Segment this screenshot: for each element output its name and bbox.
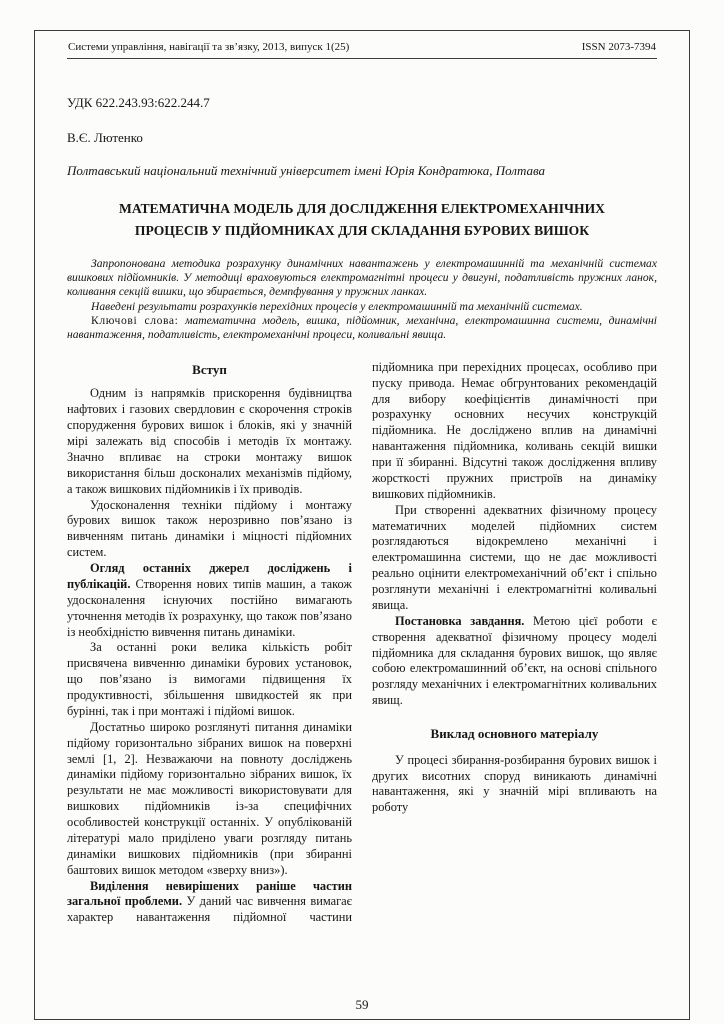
paragraph: Удосконалення техніки підйому і монтажу бурових вишок також нерозривно пов’язано із вивченням питань динаміки і міцності підйомних систем. bbox=[67, 497, 352, 560]
author-name: В.Є. Лютенко bbox=[67, 130, 143, 145]
two-column-body bbox=[67, 360, 657, 926]
abstract-paragraph: Запропонована методика розрахунку динамічних навантажень у електромашинній та механічній системах вишкових підйомників. У методиці враховуються електромагнітні процеси у двигуні, податливість пружних ланок, коливання секцій вишки, що збирається, демпфування у пружних ланках. bbox=[67, 256, 657, 299]
page-number: 59 bbox=[355, 997, 369, 1012]
paragraph-text: Метою цієї роботи є створення адекватної фізичному процесу моделі підйомника для складання бурових вишок, що являє собою електромашинний об’єкт, на основі спільного розгляду механічних і електромагнітних коливальних явищ. bbox=[372, 613, 657, 708]
paragraph: Достатньо широко розглянуті питання динаміки підйому горизонтально зібраних вишок на поверхні землі [1, 2]. Незважаючи на повноту досліджень динаміки підйому горизонтально зібраних вишок, їх результати не має можливості використовувати для вишкових підйомників із-за специфічних особливостей конструкції останніх. У опублікованій літературі мало приділено уваги розгляду питань динаміки вишкових підйомників (при збиранні баштових вишок методом «зверху вниз»). bbox=[67, 719, 352, 877]
paragraph: У процесі збирання-розбирання бурових вишок і других висотних споруд виникають динамічні навантаження, які у значній мірі впливають на роботу bbox=[372, 752, 657, 815]
paragraph: підйомника при перехідних процесах, особливо при пуску привода. Немає обгрунтованих рекомендацій для вибору коефіцієнтів динамічності при розрахунку основних несучих конструкцій підйомника. Не досліджено вплив на динамічні навантаження підйомника, коливань секцій вишки при її збиранні. Відсутні також дослідження впливу жорсткості пружних пристроїв на динаміку вишкових підйомників. bbox=[372, 359, 657, 501]
keywords-list: математична модель, вишка, підйомник, механічна, електромашинна системи, динамічні навантаження, податливість, електромеханічні процеси, коливальні явища. bbox=[67, 314, 657, 342]
paragraph-text: Створення нових типів машин, а також удосконалення існуючих постійно вимагають уточнення методів їх розрахунку, що також пов’язано із необхідністю вивчення питань динаміки. bbox=[67, 576, 352, 639]
paragraph: При створенні адекватних фізичному процесу математичних моделей підйомних систем розглядаються відокремлено механічні і електромашинна системи, що не дає можливості реально оцінити електромеханічний об’єкт і спільно розглянути механічні і електромагнітні коливальні явища. bbox=[372, 502, 657, 612]
section-heading-vstup: Вступ bbox=[192, 361, 227, 377]
article-title: МАТЕМАТИЧНА МОДЕЛЬ ДЛЯ ДОСЛІДЖЕННЯ ЕЛЕКТРОМЕХАНІЧНИХ ПРОЦЕСІВ У ПІДЙОМНИКАХ ДЛЯ СКЛАДАННЯ БУРОВИХ ВИШОК bbox=[119, 201, 605, 238]
issn: ISSN 2073-7394 bbox=[581, 41, 656, 53]
keywords-label: Ключові слова: bbox=[91, 314, 179, 327]
paragraph bbox=[67, 561, 352, 640]
paragraph bbox=[67, 879, 352, 927]
section-heading-vyklad: Виклад основного матеріалу bbox=[430, 726, 599, 741]
paragraph-text: У даний час вивчення вимагає характер навантаження підйомної частини bbox=[67, 894, 352, 925]
paragraph-lead: Огляд останніх джерел досліджень і публікацій. bbox=[67, 561, 352, 591]
journal-header bbox=[67, 40, 657, 59]
abstract bbox=[67, 257, 657, 343]
paragraph: Одним із напрямків прискорення будівництва нафтових і газових свердловин є скорочення строків спорудження бурових вишок і блоків, які у значній мірі залежать від способів і методів їх монтажу. Значно впливає на строки монтажу вишок використання більш досконалих механізмів підйому, а також вишкових підйомників і їх приводів. bbox=[67, 386, 352, 496]
keywords bbox=[67, 314, 657, 343]
abstract-paragraph: Наведені результати розрахунків перехідних процесів у електромашинній та механічній системах. bbox=[91, 299, 583, 313]
author-affiliation: Полтавський національний технічний університет імені Юрія Кондратюка, Полтава bbox=[67, 163, 546, 178]
udc-code: УДК 622.243.93:622.244.7 bbox=[67, 95, 210, 110]
journal-title: Системи управління, навігації та зв’язку, 2013, випуск 1(25) bbox=[68, 41, 350, 53]
paragraph-lead: Виділення невирішених раніше частин загальної проблеми. bbox=[67, 878, 352, 909]
left-column bbox=[67, 360, 352, 926]
paragraph bbox=[372, 614, 657, 709]
paragraph-lead: Постановка завдання. bbox=[395, 613, 525, 628]
page-frame bbox=[34, 30, 690, 1020]
right-column bbox=[372, 360, 657, 926]
paragraph: За останні роки велика кількість робіт присвячена вивченню динаміки бурових установок, що пов’язано із вимогами підвищення їх продуктивності, збільшення швидкостей як при бурінні, так і при монтажі і підйомі вишок. bbox=[67, 640, 352, 718]
